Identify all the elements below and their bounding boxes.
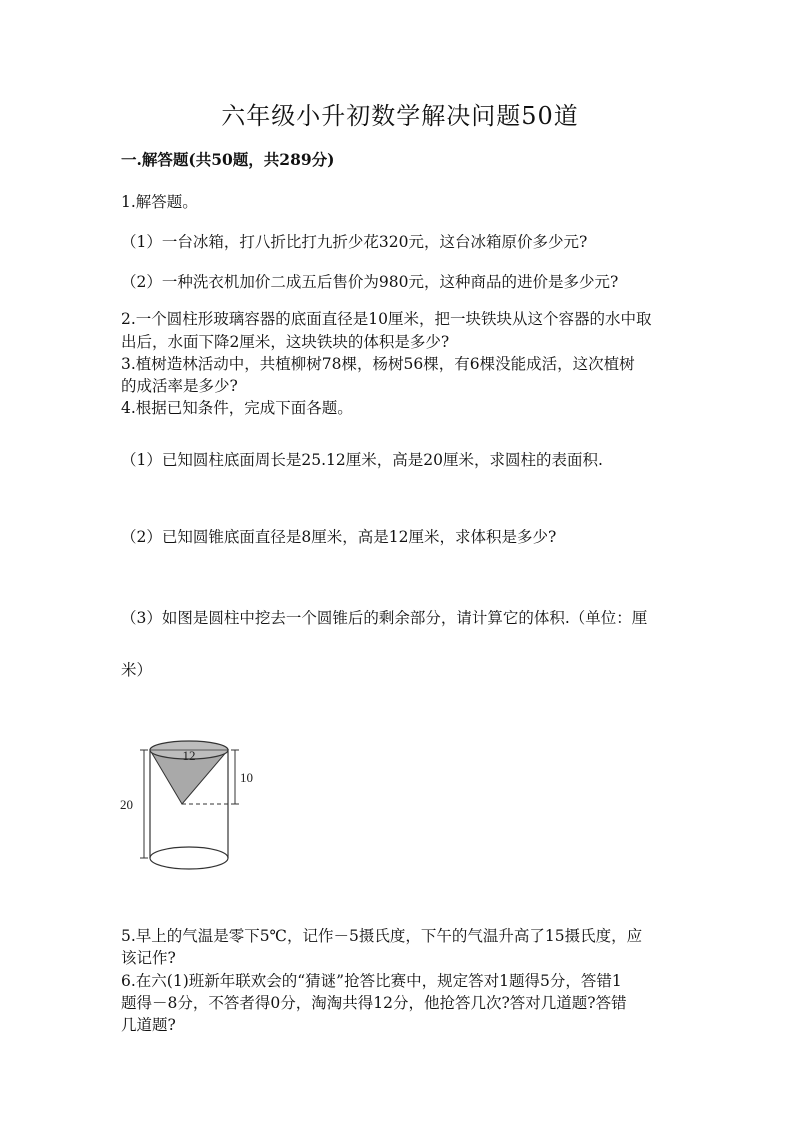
section-heading: 一.解答题(共50题，共289分) bbox=[121, 150, 335, 169]
question-2-line-2: 出后，水面下降2厘米，这块铁块的体积是多少? bbox=[121, 333, 450, 351]
cylinder-height-label: 20 bbox=[120, 797, 133, 812]
question-6-line-3: 几道题? bbox=[121, 1016, 176, 1034]
question-5-line-1: 5.早上的气温是零下5℃，记作－5摄氏度，下午的气温升高了15摄氏度，应 bbox=[121, 927, 643, 945]
question-4-part-3-line-1: （3）如图是圆柱中挖去一个圆锥后的剩余部分，请计算它的体积.（单位：厘 bbox=[121, 609, 648, 627]
question-4-part-1: （1）已知圆柱底面周长是25.12厘米，高是20厘米，求圆柱的表面积. bbox=[121, 451, 603, 469]
question-1-part-1: （1）一台冰箱，打八折比打九折少花320元，这台冰箱原价多少元? bbox=[121, 233, 588, 251]
cylinder-cone-figure bbox=[118, 732, 268, 872]
question-4: 4.根据已知条件，完成下面各题。 bbox=[121, 399, 353, 417]
question-6-line-1: 6.在六(1)班新年联欢会的“猜谜”抢答比赛中，规定答对1题得5分，答错1 bbox=[121, 972, 622, 990]
question-4-part-3-line-2: 米） bbox=[121, 661, 153, 679]
question-1: 1.解答题。 bbox=[121, 193, 198, 211]
question-4-part-2: （2）已知圆锥底面直径是8厘米，高是12厘米，求体积是多少? bbox=[121, 528, 557, 546]
question-5-line-2: 该记作? bbox=[121, 949, 176, 967]
question-2-line-1: 2.一个圆柱形玻璃容器的底面直径是10厘米，把一块铁块从这个容器的水中取 bbox=[121, 310, 652, 328]
question-3-line-1: 3.植树造林活动中，共植柳树78棵，杨树56棵，有6棵没能成活，这次植树 bbox=[121, 355, 635, 373]
page-title: 六年级小升初数学解决问题50道 bbox=[221, 102, 579, 130]
question-1-part-2: （2）一种洗衣机加价二成五后售价为980元，这种商品的进价是多少元? bbox=[121, 273, 619, 291]
question-6-line-2: 题得－8分，不答者得0分，淘淘共得12分，他抢答几次?答对几道题?答错 bbox=[121, 994, 627, 1012]
diameter-label: 12 bbox=[182, 748, 196, 763]
cone-height-label: 10 bbox=[240, 770, 253, 785]
question-3-line-2: 的成活率是多少? bbox=[121, 377, 238, 395]
